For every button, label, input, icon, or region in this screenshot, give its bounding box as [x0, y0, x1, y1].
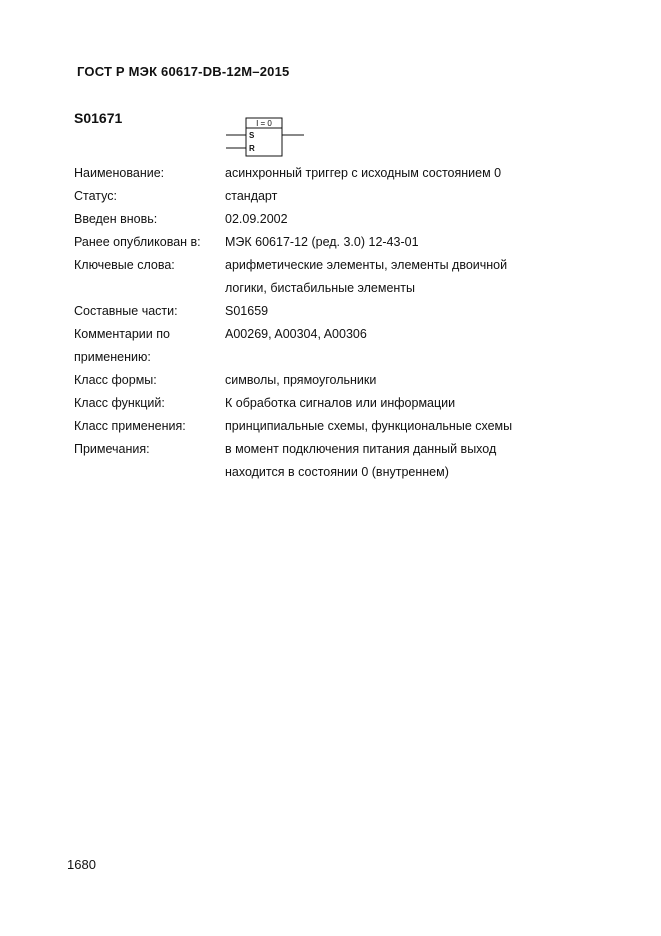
- property-value-line: A00269, A00304, A00306: [225, 327, 367, 341]
- property-value-line: символы, прямоугольники: [225, 373, 377, 387]
- page-number: 1680: [67, 857, 96, 872]
- document-header: ГОСТ Р МЭК 60617-DB-12M–2015: [77, 64, 290, 79]
- property-label: Введен вновь:: [74, 212, 158, 226]
- property-label: Комментарии по применению:: [74, 327, 170, 364]
- properties-table: [74, 162, 544, 484]
- property-value-line: стандарт: [225, 189, 278, 203]
- property-label: Ключевые слова:: [74, 258, 175, 272]
- property-value-line: логики, бистабильные элементы: [225, 281, 416, 295]
- rs-flip-flop-symbol: [226, 116, 306, 158]
- property-label: Класс формы:: [74, 373, 157, 387]
- property-row: [74, 162, 544, 185]
- property-value: [225, 254, 544, 300]
- property-value: [225, 369, 544, 392]
- property-value-line: асинхронный триггер с исходным состоянием 0: [225, 166, 502, 180]
- property-value-line: МЭК 60617-12 (ред. 3.0) 12-43-01: [225, 235, 419, 249]
- property-row: [74, 438, 544, 484]
- initial-state-label: I = 0: [256, 119, 272, 128]
- property-row: [74, 323, 544, 369]
- property-value-line: К обработка сигналов или информации: [225, 396, 456, 410]
- input-s-label: S: [249, 131, 255, 140]
- property-label: Ранее опубликован в:: [74, 235, 201, 249]
- property-label: Класс применения:: [74, 419, 186, 433]
- property-value-line: принципиальные схемы, функциональные схемы: [225, 419, 513, 433]
- property-row: [74, 231, 544, 254]
- property-label: Примечания:: [74, 442, 150, 456]
- property-row: [74, 254, 544, 300]
- property-value: [225, 438, 544, 484]
- property-row: [74, 185, 544, 208]
- property-value: [225, 392, 544, 415]
- property-label: Класс функций:: [74, 396, 165, 410]
- property-label: Наименование:: [74, 166, 165, 180]
- input-r-label: R: [249, 144, 255, 153]
- property-value-line: S01659: [225, 304, 269, 318]
- property-row: [74, 392, 544, 415]
- property-row: [74, 369, 544, 392]
- property-value: [225, 208, 544, 231]
- rs-flip-flop-diagram: [226, 116, 306, 158]
- property-value: [225, 162, 544, 185]
- property-value-line: в момент подключения питания данный выход: [225, 442, 497, 456]
- property-row: [74, 300, 544, 323]
- property-value: [225, 185, 544, 208]
- property-row: [74, 415, 544, 438]
- property-value: [225, 323, 544, 346]
- property-value-line: находится в состоянии 0 (внутреннем): [225, 465, 449, 479]
- property-value: [225, 231, 544, 254]
- property-value-line: 02.09.2002: [225, 212, 288, 226]
- property-row: [74, 208, 544, 231]
- property-label: Составные части:: [74, 304, 178, 318]
- property-label: Статус:: [74, 189, 117, 203]
- property-value: [225, 415, 544, 438]
- symbol-code: S01671: [74, 110, 123, 126]
- property-value: [225, 300, 544, 323]
- property-value-line: арифметические элементы, элементы двоичной: [225, 258, 508, 272]
